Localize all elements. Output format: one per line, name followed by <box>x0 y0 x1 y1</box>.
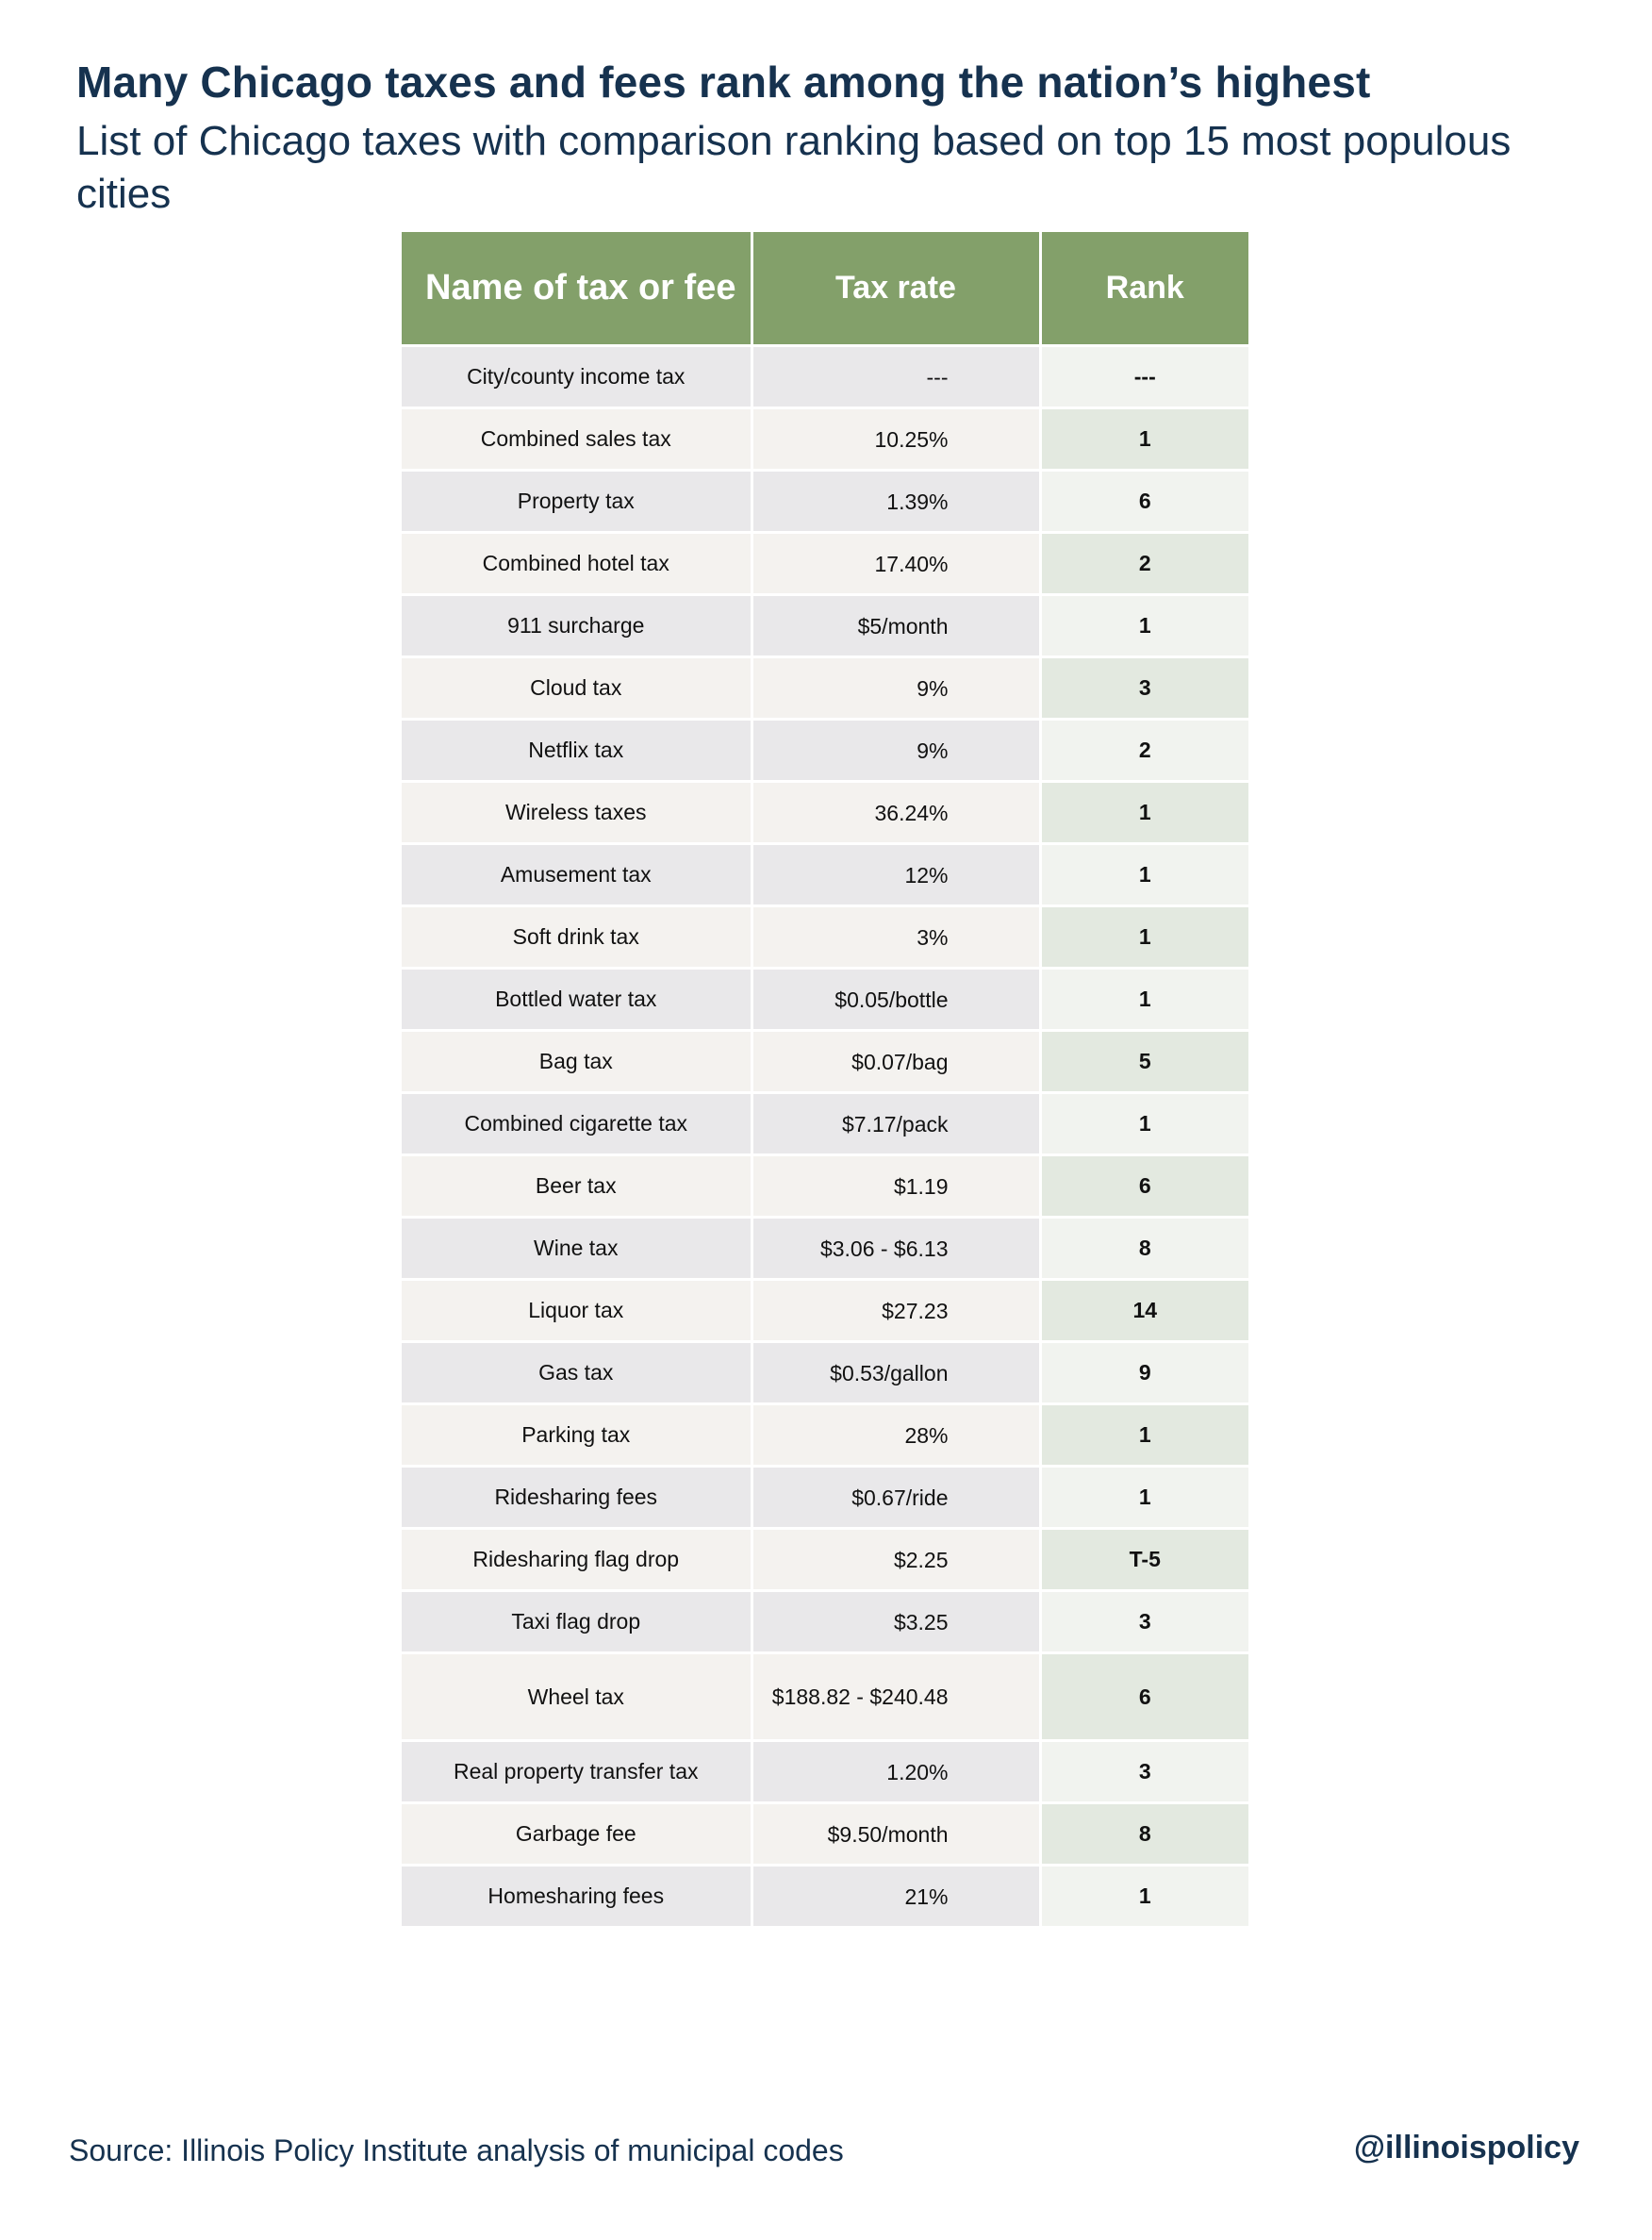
column-header-rank: Rank <box>1040 232 1248 346</box>
tax-name-cell: Netflix tax <box>402 720 752 782</box>
table-row <box>402 1342 1248 1404</box>
table-header <box>402 232 1248 346</box>
tax-rate-cell: 21% <box>752 1866 1040 1928</box>
tax-name-cell: Cloud tax <box>402 657 752 720</box>
tax-name-cell: Bag tax <box>402 1031 752 1093</box>
table-row <box>402 1218 1248 1280</box>
tax-name-cell: Real property transfer tax <box>402 1741 752 1803</box>
tax-rate-cell: $9.50/month <box>752 1803 1040 1866</box>
tax-rate-cell: 1.39% <box>752 471 1040 533</box>
tax-name-cell: Wine tax <box>402 1218 752 1280</box>
table-row <box>402 533 1248 595</box>
tax-name-cell: Garbage fee <box>402 1803 752 1866</box>
tax-rate-cell: $0.07/bag <box>752 1031 1040 1093</box>
tax-rate-cell: $3.06 - $6.13 <box>752 1218 1040 1280</box>
tax-rate-cell: 9% <box>752 657 1040 720</box>
table-row <box>402 1093 1248 1155</box>
table-row <box>402 1591 1248 1653</box>
rank-cell: 1 <box>1040 1467 1248 1529</box>
rank-cell: 2 <box>1040 533 1248 595</box>
tax-name-cell: Amusement tax <box>402 844 752 906</box>
tax-rate-cell: $27.23 <box>752 1280 1040 1342</box>
tax-rate-cell: $0.53/gallon <box>752 1342 1040 1404</box>
rank-cell: 3 <box>1040 1741 1248 1803</box>
rank-cell: 1 <box>1040 1866 1248 1928</box>
table-row <box>402 1155 1248 1218</box>
table-row <box>402 346 1248 408</box>
table-row <box>402 782 1248 844</box>
rank-cell: 6 <box>1040 1155 1248 1218</box>
rank-cell: 1 <box>1040 408 1248 471</box>
table-row <box>402 408 1248 471</box>
tax-name-cell: Liquor tax <box>402 1280 752 1342</box>
tax-name-cell: Ridesharing flag drop <box>402 1529 752 1591</box>
chart-subtitle: List of Chicago taxes with comparison ranking based on top 15 most populous cities <box>76 118 1512 217</box>
rank-cell: 1 <box>1040 906 1248 969</box>
tax-table <box>402 232 1248 1929</box>
rank-cell: 1 <box>1040 595 1248 657</box>
tax-name-cell: Combined hotel tax <box>402 533 752 595</box>
table-row <box>402 1404 1248 1467</box>
table-row <box>402 595 1248 657</box>
tax-name-cell: Soft drink tax <box>402 906 752 969</box>
column-header-name: Name of tax or fee <box>402 232 752 346</box>
tax-name-cell: Wireless taxes <box>402 782 752 844</box>
tax-rate-cell: 10.25% <box>752 408 1040 471</box>
tax-name-cell: Beer tax <box>402 1155 752 1218</box>
table-row <box>402 844 1248 906</box>
tax-name-cell: Homesharing fees <box>402 1866 752 1928</box>
rank-cell: 1 <box>1040 969 1248 1031</box>
table-row <box>402 1741 1248 1803</box>
rank-cell: 9 <box>1040 1342 1248 1404</box>
tax-name-cell: 911 surcharge <box>402 595 752 657</box>
tax-name-cell: Combined sales tax <box>402 408 752 471</box>
table-row <box>402 906 1248 969</box>
tax-name-cell: Property tax <box>402 471 752 533</box>
tax-rate-cell: $0.67/ride <box>752 1467 1040 1529</box>
tax-name-cell: City/county income tax <box>402 346 752 408</box>
rank-cell: --- <box>1040 346 1248 408</box>
tax-rate-cell: $7.17/pack <box>752 1093 1040 1155</box>
table-row <box>402 1803 1248 1866</box>
tax-rate-cell: 1.20% <box>752 1741 1040 1803</box>
tax-rate-cell: $188.82 - $240.48 <box>752 1653 1040 1741</box>
table-row <box>402 1280 1248 1342</box>
tax-rate-cell: 36.24% <box>752 782 1040 844</box>
tax-name-cell: Gas tax <box>402 1342 752 1404</box>
tax-name-cell: Ridesharing fees <box>402 1467 752 1529</box>
tax-rate-cell: --- <box>752 346 1040 408</box>
rank-cell: 1 <box>1040 844 1248 906</box>
rank-cell: 8 <box>1040 1803 1248 1866</box>
rank-cell: 2 <box>1040 720 1248 782</box>
tax-rate-cell: 17.40% <box>752 533 1040 595</box>
rank-cell: 3 <box>1040 1591 1248 1653</box>
tax-name-cell: Taxi flag drop <box>402 1591 752 1653</box>
tax-rate-cell: 3% <box>752 906 1040 969</box>
tax-name-cell: Bottled water tax <box>402 969 752 1031</box>
table-body <box>402 346 1248 1928</box>
rank-cell: 14 <box>1040 1280 1248 1342</box>
tax-rate-cell: $3.25 <box>752 1591 1040 1653</box>
rank-cell: 6 <box>1040 1653 1248 1741</box>
tax-rate-cell: $1.19 <box>752 1155 1040 1218</box>
tax-rate-cell: 28% <box>752 1404 1040 1467</box>
rank-cell: 1 <box>1040 782 1248 844</box>
table-row <box>402 1653 1248 1741</box>
table-row <box>402 1529 1248 1591</box>
table-row <box>402 1866 1248 1928</box>
tax-name-cell: Wheel tax <box>402 1653 752 1741</box>
table-row <box>402 969 1248 1031</box>
source-note: Source: Illinois Policy Institute analysis of municipal codes <box>69 2133 844 2167</box>
table-row <box>402 1467 1248 1529</box>
rank-cell: T-5 <box>1040 1529 1248 1591</box>
social-handle: @illinoispolicy <box>1353 2130 1579 2165</box>
tax-name-cell: Combined cigarette tax <box>402 1093 752 1155</box>
table-row <box>402 657 1248 720</box>
table-row <box>402 471 1248 533</box>
rank-cell: 5 <box>1040 1031 1248 1093</box>
table-row <box>402 1031 1248 1093</box>
chart-title: Many Chicago taxes and fees rank among the nation’s highest <box>76 58 1371 107</box>
tax-rate-cell: $2.25 <box>752 1529 1040 1591</box>
tax-rate-cell: 9% <box>752 720 1040 782</box>
tax-rate-cell: 12% <box>752 844 1040 906</box>
column-header-rate: Tax rate <box>752 232 1040 346</box>
rank-cell: 1 <box>1040 1404 1248 1467</box>
rank-cell: 6 <box>1040 471 1248 533</box>
tax-rate-cell: $5/month <box>752 595 1040 657</box>
rank-cell: 8 <box>1040 1218 1248 1280</box>
rank-cell: 1 <box>1040 1093 1248 1155</box>
tax-rate-cell: $0.05/bottle <box>752 969 1040 1031</box>
tax-name-cell: Parking tax <box>402 1404 752 1467</box>
rank-cell: 3 <box>1040 657 1248 720</box>
table-row <box>402 720 1248 782</box>
